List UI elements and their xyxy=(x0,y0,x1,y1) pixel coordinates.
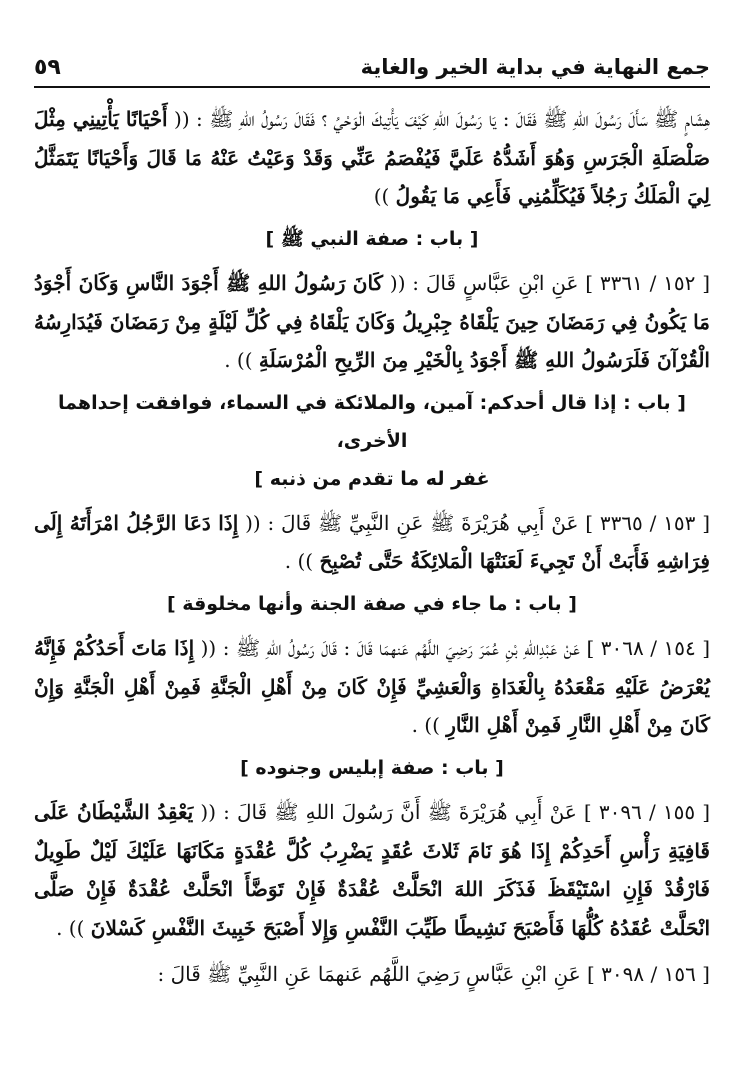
chapter-heading: [ باب : ما جاء في صفة الجنة وأنها مخلوقة ] xyxy=(167,592,577,615)
running-header xyxy=(34,48,710,88)
hadith-155: [ ١٥٥ / ٣٠٩٦ ] عَنْ أَبِي هُرَيْرَةَ ﷺ أَنَّ رَسُولَ اللهِ ﷺ قَالَ : (( يَعْقِدُ الشَّيْطَانُ عَلَى قَافِيَةِ رَأْسِ أَحَدِكُمْ إِذَا هُوَ نَامَ ثَلاثَ عُقَدٍ يَضْرِبُ كُلَّ عُقْدَةٍ مَكَانَهَا عَلَيْكَ لَيْلٌ طَوِيلٌ فَارْقُدْ فَإِنِ اسْتَيْقَظَ فَذَكَرَ اللهَ انْحَلَّتْ عُقْدَةٌ فَإِنْ تَوَضَّأَ انْحَلَّتْ عُقْدَةٌ فَإِنْ صَلَّى انْحَلَّتْ عُقَدُهُ كُلُّهَا فَأَصْبَحَ نَشِيطًا طَيِّبَ النَّفْسِ وَإِلا أَصْبَحَ خَبِيثَ النَّفْسِ كَسْلانَ )) . xyxy=(34,800,711,940)
intro-paragraph: هِشَامٍ ﷺ سَأَلَ رَسُولَ اللهِ ﷺ فَقَالَ : يَا رَسُولَ اللهِ كَيْفَ يَأْتِيكَ الْوَحْيُ ؟ فَقَالَ رَسُولُ اللهِ ﷺ : (( أَحْيَانًا يَأْتِينِي مِثْلَ صَلْصَلَةِ الْجَرَسِ وَهُوَ أَشَدُّهُ عَلَيَّ فَيُفْصَمُ عَنِّي وَقَدْ وَعَيْتُ عَنْهُ مَا قَالَ وَأَحْيَانًا يَتَمَثَّلُ لِيَ الْمَلَكُ رَجُلاً فَيُكَلِّمُنِي فَأَعِي مَا يَقُولُ )) xyxy=(34,107,710,208)
chapter-heading: [ باب : صفة إبليس وجنوده ] xyxy=(240,756,504,779)
chapter-heading: [ باب : إذا قال أحدكم: آمين، والملائكة في السماء، فوافقت إحداهما الأخرى، غفر له ما تقدم من ذنبه ] xyxy=(58,391,686,490)
hadith-quote: يَعْقِدُ الشَّيْطَانُ عَلَى قَافِيَةِ رَأْسِ أَحَدِكُمْ إِذَا هُوَ نَامَ ثَلاثَ عُقَدٍ يَضْرِبُ كُلَّ عُقْدَةٍ مَكَانَهَا عَلَيْكَ لَيْلٌ طَوِيلٌ فَارْقُدْ فَإِنِ اسْتَيْقَظَ فَذَكَرَ اللهَ انْحَلَّتْ عُقْدَةٌ فَإِنْ تَوَضَّأَ انْحَلَّتْ عُقْدَةٌ فَإِنْ صَلَّى انْحَلَّتْ عُقَدُهُ كُلُّهَا فَأَصْبَحَ نَشِيطًا طَيِّبَ النَّفْسِ وَإِلا أَصْبَحَ خَبِيثَ النَّفْسِ كَسْلانَ xyxy=(34,800,710,940)
chapter-heading: [ باب : صفة النبي ﷺ ] xyxy=(265,227,479,250)
hadith-quote: أَحْيَانًا يَأْتِينِي مِثْلَ صَلْصَلَةِ الْجَرَسِ وَهُوَ أَشَدُّهُ عَلَيَّ فَيُفْصَمُ عَنِّي وَقَدْ وَعَيْتُ عَنْهُ مَا قَالَ وَأَحْيَانًا يَتَمَثَّلُ لِيَ الْمَلَكُ رَجُلاً فَيُكَلِّمُنِي فَأَعِي مَا يَقُولُ xyxy=(34,107,710,208)
hadith-number: [ ١٥٣ / ٣٣٦٥ ] xyxy=(585,510,711,535)
hadith-quote: كَانَ رَسُولُ اللهِ ﷺ أَجْوَدَ النَّاسِ وَكَانَ أَجْوَدُ مَا يَكُونُ فِي رَمَضَانَ حِينَ يَلْقَاهُ جِبْرِيلُ وَكَانَ يَلْقَاهُ فِي كُلِّ لَيْلَةٍ مِنْ رَمَضَانَ فَيُدَارِسُهُ الْقُرْآنَ فَلَرَسُولُ اللهِ ﷺ أَجْوَدُ بِالْخَيْرِ مِنَ الرِّيحِ الْمُرْسَلَةِ xyxy=(34,271,710,372)
hadith-156: [ ١٥٦ / ٣٠٩٨ ] عَنِ ابْنِ عَبَّاسٍ رَضِيَ اللَّهُم عَنهمَا عَنِ النَّبِيِّ ﷺ قَالَ : xyxy=(157,962,710,986)
book-title: جمع النهاية في بداية الخير والغاية xyxy=(360,55,710,79)
hadith-154: [ ١٥٤ / ٣٠٦٨ ] عَنْ عَبْدِاللهِ بْنِ عُمَرَ رَضِيَ اللَّهُم عَنهمَا قَالَ : قَالَ رَسُولُ اللهِ ﷺ : (( إِذَا مَاتَ أَحَدُكُمْ فَإِنَّهُ يُعْرَضُ عَلَيْهِ مَقْعَدُهُ بِالْغَدَاةِ وَالْعَشِيِّ فَإِنْ كَانَ مِنْ أَهْلِ الْجَنَّةِ فَمِنْ أَهْلِ الْجَنَّةِ وَإِنْ كَانَ مِنْ أَهْلِ النَّارِ فَمِنْ أَهْلِ النَّارِ )) . xyxy=(34,636,710,737)
hadith-quote: إِذَا مَاتَ أَحَدُكُمْ فَإِنَّهُ يُعْرَضُ عَلَيْهِ مَقْعَدُهُ بِالْغَدَاةِ وَالْعَشِيِّ فَإِنْ كَانَ مِنْ أَهْلِ الْجَنَّةِ فَمِنْ أَهْلِ الْجَنَّةِ وَإِنْ كَانَ مِنْ أَهْلِ النَّارِ فَمِنْ أَهْلِ النَّارِ xyxy=(34,636,710,737)
page-number: ٥٩ xyxy=(34,54,61,80)
hadith-number: [ ١٥٤ / ٣٠٦٨ ] xyxy=(586,636,710,660)
hadith-152: [ ١٥٢ / ٣٣٦١ ] عَنِ ابْنِ عَبَّاسٍ قَالَ : (( كَانَ رَسُولُ اللهِ ﷺ أَجْوَدَ النَّاسِ وَكَانَ أَجْوَدُ مَا يَكُونُ فِي رَمَضَانَ حِينَ يَلْقَاهُ جِبْرِيلُ وَكَانَ يَلْقَاهُ فِي كُلِّ لَيْلَةٍ مِنْ رَمَضَانَ فَيُدَارِسُهُ الْقُرْآنَ فَلَرَسُولُ اللهِ ﷺ أَجْوَدُ بِالْخَيْرِ مِنَ الرِّيحِ الْمُرْسَلَةِ )) . xyxy=(34,271,710,372)
hadith-153: [ ١٥٣ / ٣٣٦٥ ] عَنْ أَبِي هُرَيْرَةَ ﷺ عَنِ النَّبِيِّ ﷺ قَالَ : (( إِذَا دَعَا الرَّجُلُ امْرَأَتَهُ إِلَى فِرَاشِهِ فَأَبَتْ أَنْ تَجِيءَ لَعَنَتْهَا الْمَلائِكَةُ حَتَّى تُصْبِحَ )) . xyxy=(34,510,711,573)
hadith-number: [ ١٥٢ / ٣٣٦١ ] xyxy=(585,271,710,295)
hadith-number: [ ١٥٥ / ٣٠٩٦ ] xyxy=(583,800,711,824)
hadith-quote: إِذَا دَعَا الرَّجُلُ امْرَأَتَهُ إِلَى فِرَاشِهِ فَأَبَتْ أَنْ تَجِيءَ لَعَنَتْهَا الْمَلائِكَةُ حَتَّى تُصْبِحَ xyxy=(34,510,710,573)
page-body xyxy=(34,100,710,994)
hadith-number: [ ١٥٦ / ٣٠٩٨ ] xyxy=(587,962,710,986)
